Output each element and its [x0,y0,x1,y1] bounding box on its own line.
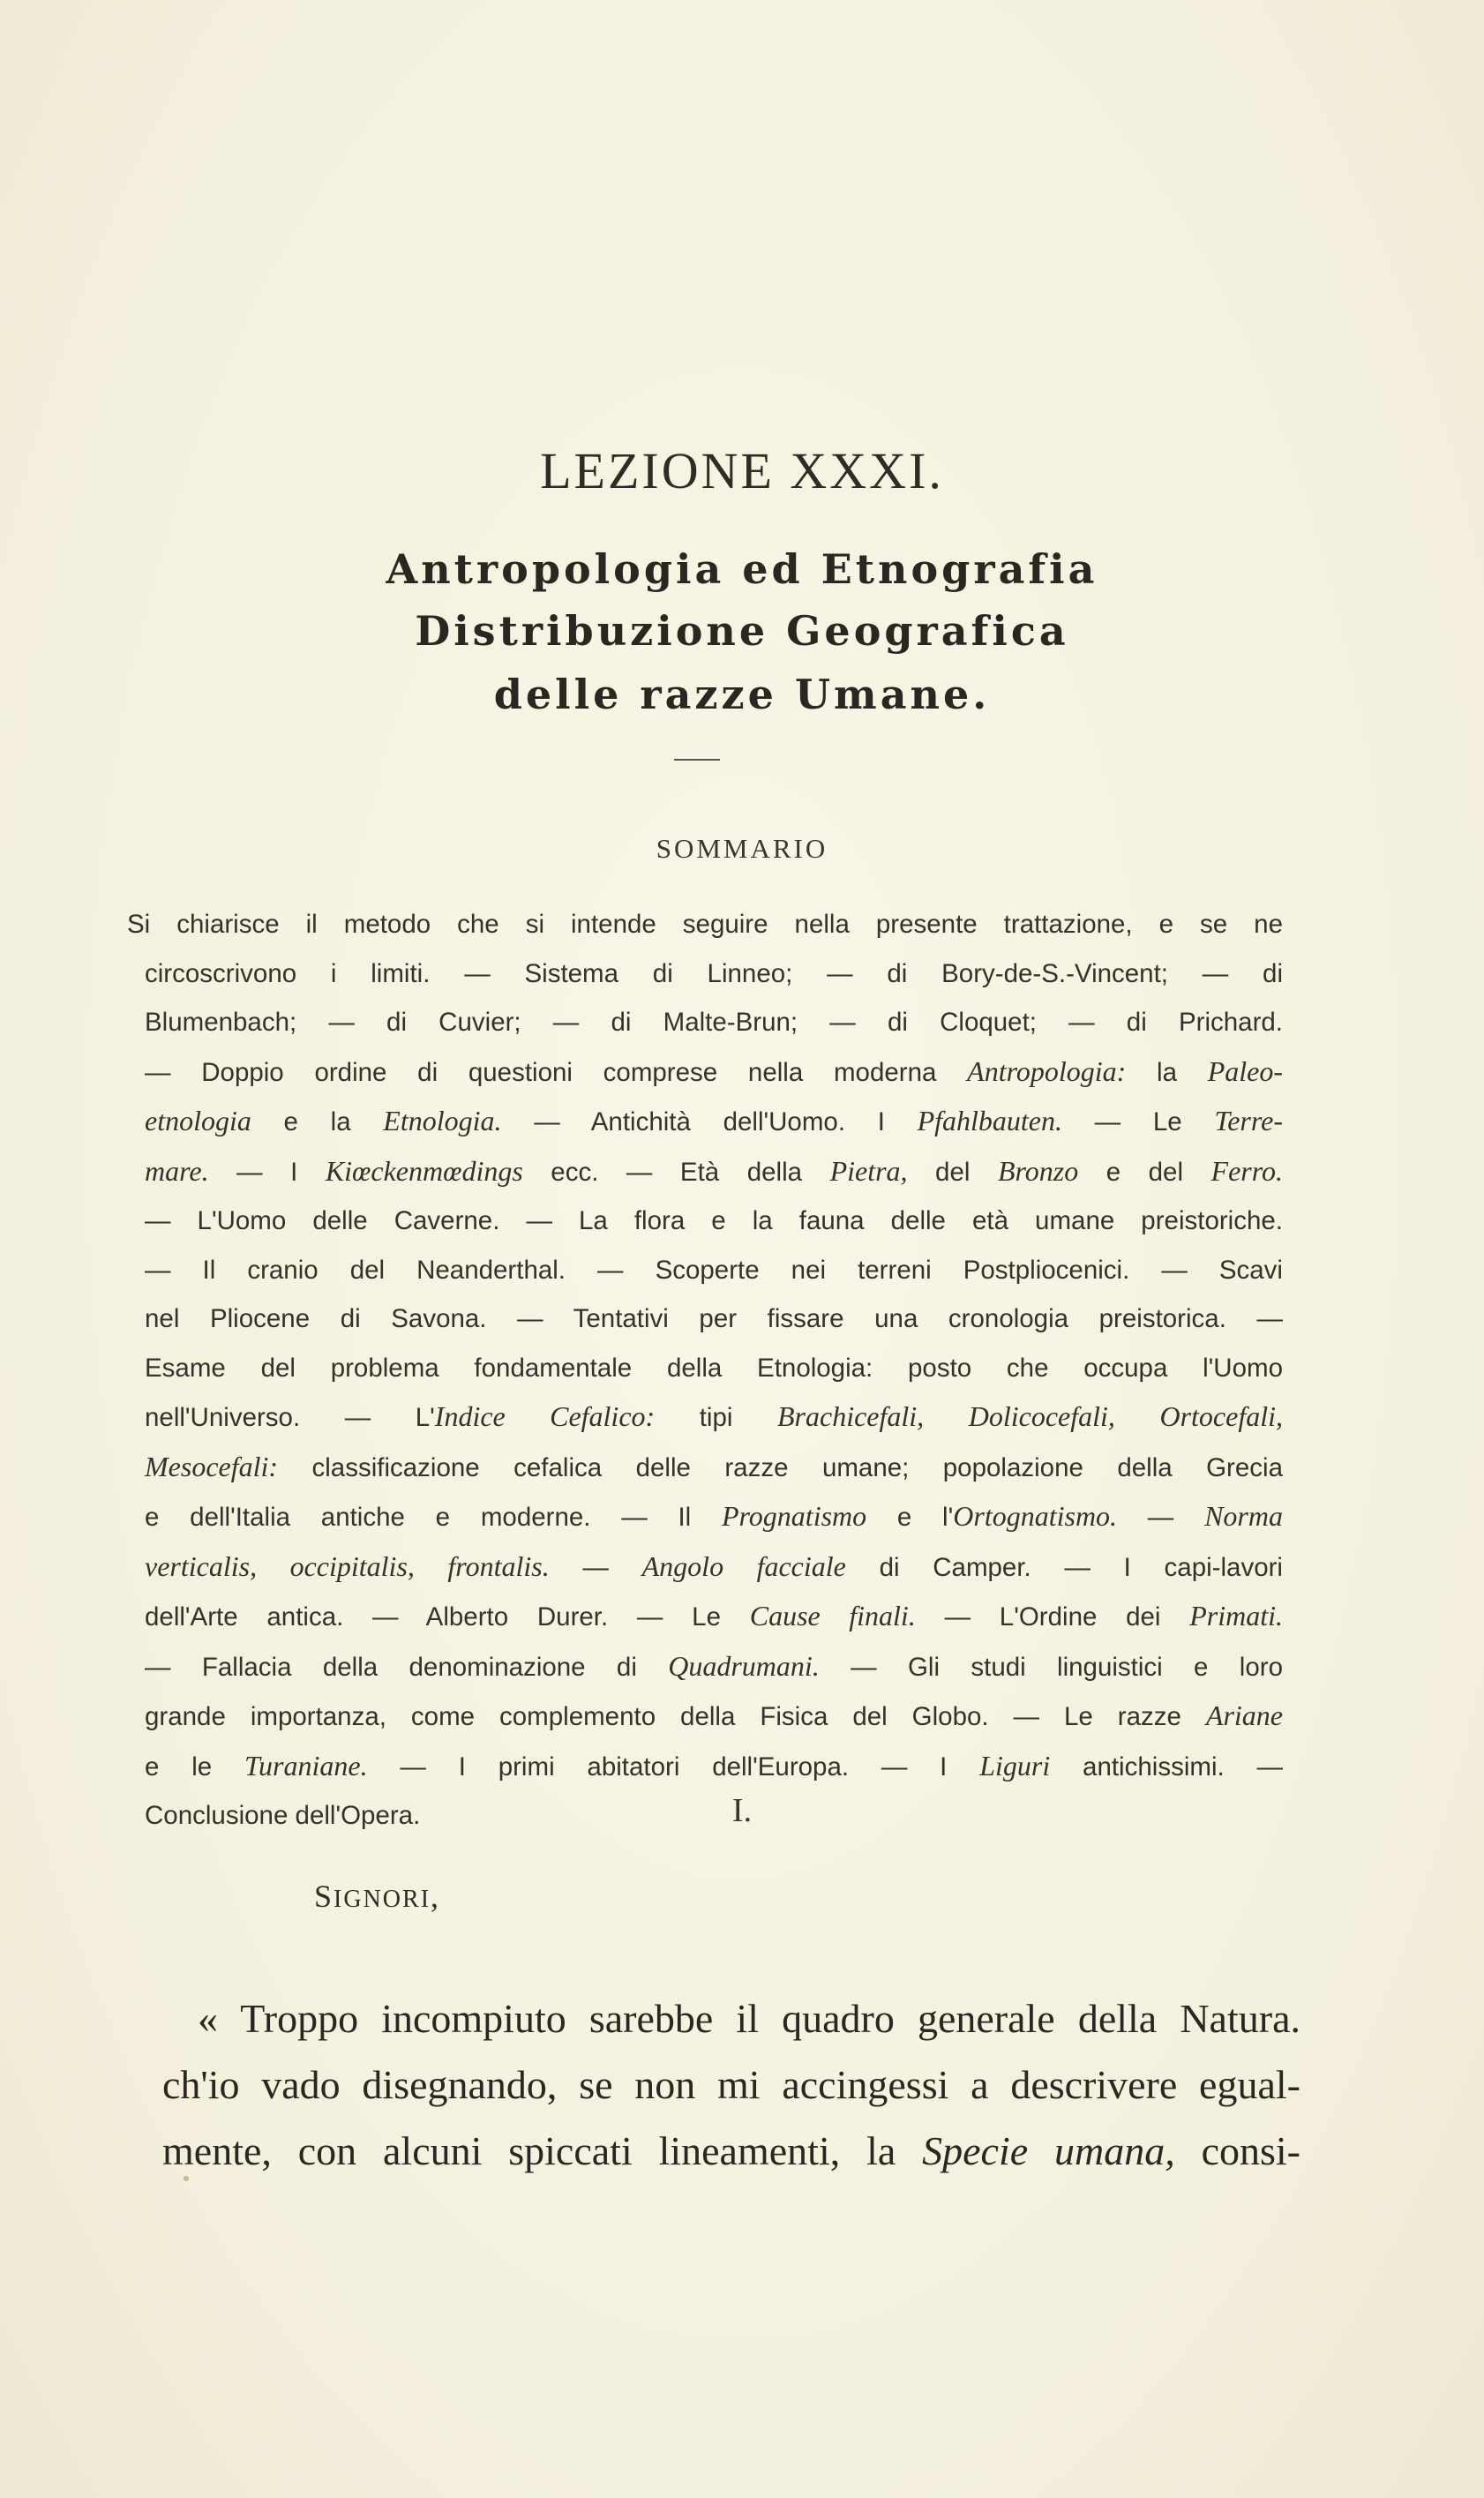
text-run: nel Pliocene di Savona. — Tentativi per fissare una cronologia preistorica. — [145,1304,1283,1333]
text-run: mente, con alcuni spiccati lineamenti, la [162,2128,923,2173]
text-run: la [1126,1057,1208,1087]
italic-text: Indice Cefalico: [434,1400,656,1432]
text-run: e le [145,1752,244,1782]
body-text [162,1985,1300,2184]
italic-text: Prognatismo [721,1500,867,1532]
italic-text: Terre- [1214,1105,1283,1136]
italic-text: Paleo- [1207,1054,1283,1087]
sommario-line [145,1196,1283,1246]
italic-text: Dolicocefali, [968,1400,1115,1432]
text-run: del [907,1157,998,1187]
text-run: — I primi abitatori dell'Europa. — I [367,1752,980,1782]
text-run: classificazione cefalica delle razze umane; popolazione della Grecia [278,1452,1283,1482]
italic-text: Mesocefali: [145,1450,279,1482]
lesson-subtitle-line: Antropologia ed Etnografia [386,545,1098,593]
text-run: — L'Ordine dei [915,1602,1190,1632]
sommario-line [145,1344,1283,1393]
italic-text: Brachicefali, [777,1400,925,1432]
italic-text: Pfahlbauten. [917,1105,1062,1136]
text-run: Si chiarisce il metodo che si intende seguire nella presente trattazione, e se ne [127,910,1283,939]
body-line [198,1985,1300,2052]
lesson-subtitle-line: delle razze Umane. [493,671,991,718]
text-run: — Gli studi linguistici e loro [819,1652,1283,1682]
text-run: — L'Uomo delle Caverne. — La flora e la fauna delle età umane preistoriche. [145,1206,1283,1235]
italic-text: Kiœckenmœdings [325,1154,523,1187]
text-run: — Antichità dell'Uomo. I [501,1107,918,1136]
salutation-punctuation: , [431,1879,441,1914]
sommario-line [145,1097,1283,1147]
italic-text: Angolo facciale [641,1549,846,1582]
italic-text: Turaniane. [244,1749,368,1782]
italic-text: mare. [145,1154,209,1187]
italic-text: Etnologia. [383,1105,502,1136]
text-run: — Il cranio del Neanderthal. — Scoperte nei terreni Postpliocenici. — Scavi [145,1255,1283,1285]
sommario-line [145,998,1283,1047]
text-run: circoscrivono i limiti. — Sistema di Linneo; — di Bory-de-S.-Vincent; — di [145,958,1283,988]
sommario-line [127,900,1283,949]
sommario-line [145,1492,1283,1542]
salutation [314,1878,440,1915]
text-run: dell'Arte antica. — Alberto Durer. — Le [145,1602,750,1632]
text-run: di Camper. — I capi-lavori [845,1552,1283,1582]
sommario-line [145,1047,1283,1098]
text-run: — Le [1062,1107,1215,1136]
sommario-line [145,1742,1283,1792]
text-run: « Troppo incompiuto sarebbe il quadro generale della Natura. [198,1996,1300,2041]
italic-text: Ortocefali, [1159,1400,1283,1432]
text-run: e l' [866,1503,954,1532]
italic-text: Pietra, [829,1154,908,1187]
italic-text: Liguri [979,1749,1051,1782]
text-run: Conclusione dell'Opera. [145,1801,421,1830]
sommario-line [145,1443,1283,1493]
text-run: ch'io vado disegnando, se non mi accingessi a descrivere egual- [162,2062,1300,2107]
sommario-line [145,1392,1283,1443]
text-run: — [549,1552,642,1582]
body-line [162,2118,1300,2184]
sommario-line [145,1542,1283,1593]
italic-text: etnologia [145,1105,251,1136]
salutation-rest: IGNORI [334,1886,431,1913]
salutation-initial: S [314,1879,334,1914]
section-numeral: I. [731,1792,753,1829]
italic-text: Norma [1204,1500,1283,1532]
text-run: nell'Universo. — L' [145,1403,435,1432]
sommario-line [145,1692,1283,1742]
text-run: tipi [655,1403,777,1432]
sommario-line [145,949,1283,999]
sommario-line [145,1294,1283,1344]
text-run: antichissimi. — [1050,1752,1284,1782]
italic-text: Specie umana, [922,2128,1175,2173]
sommario-line [145,1592,1283,1642]
text-run: Esame del problema fondamentale della Etnologia: posto che occupa l'Uomo [145,1353,1283,1383]
text-run [924,1403,969,1432]
text-run: — Doppio ordine di questioni comprese nella moderna [145,1057,968,1087]
text-run: e la [251,1107,384,1136]
italic-text: Cause finali. [749,1600,916,1632]
text-run: — I [208,1157,326,1187]
sommario-line [145,1246,1283,1295]
text-run: e dell'Italia antiche e moderne. — Il [145,1503,722,1532]
text-run: — [1117,1503,1205,1532]
body-line [162,2052,1300,2118]
italic-text: Bronzo [997,1154,1079,1187]
italic-text: Ortognatismo. [953,1500,1118,1532]
sommario-line [145,1642,1283,1692]
sommario-text [127,900,1284,1841]
text-run: ecc. — Età della [522,1157,830,1187]
italic-text: Ariane [1205,1699,1283,1731]
text-run: consi- [1174,2128,1300,2173]
text-run [1115,1403,1160,1432]
italic-text: verticalis, occipitalis, frontalis. [145,1549,550,1582]
text-run: Blumenbach; — di Cuvier; — di Malte-Brun; — di Cloquet; — di Prichard. [145,1008,1283,1037]
italic-text: Primati. [1189,1600,1284,1632]
paper-speck [184,2176,189,2181]
lesson-subtitle-line: Distribuzione Geografica [415,607,1069,655]
title-divider [674,759,720,761]
text-run: — Fallacia della denominazione di [145,1652,669,1682]
sommario-line [145,1147,1283,1197]
sommario-heading: SOMMARIO [656,833,828,864]
text-run: grande importanza, come complemento della Fisica del Globo. — Le razze [145,1702,1206,1731]
italic-text: Antropologia: [967,1054,1127,1087]
text-run: e del [1078,1157,1211,1187]
italic-text: Quadrumani. [668,1649,820,1682]
lesson-title: LEZIONE XXXI. [540,442,944,499]
italic-text: Ferro. [1210,1154,1283,1187]
